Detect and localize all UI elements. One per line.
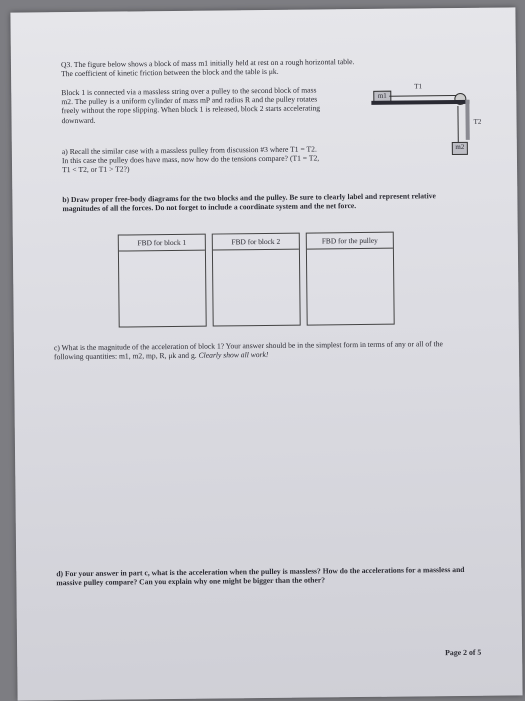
worksheet-page xyxy=(10,7,522,700)
pulley-diagram xyxy=(371,80,482,171)
part-c-question xyxy=(54,339,474,362)
fbd-box-block-2[interactable] xyxy=(212,233,301,327)
part-a-question: a) Recall the similar case with a massless pulley from discussion #3 where T1 = T2. In this case the pulley does have mass, now how do the tensions compare? (T1 = T2, T1 < T2, or T1 > T2?) xyxy=(61,144,320,175)
page-number: Page 2 of 5 xyxy=(445,647,482,658)
block-2 xyxy=(452,142,468,155)
fbd-box-pulley-title: FBD for the pulley xyxy=(307,233,393,250)
part-d-question: d) For your answer in part c, what is the acceleration when the pulley is massless? How do the accelerations for a massless and massive pulley compare? Can you explain why one might be bigger than the other? xyxy=(56,564,465,588)
block-1-label: m1 xyxy=(377,91,387,100)
part-c-text: c) What is the magnitude of the acceleration of block 1? Your answer should be in the simplest form in terms of any or all of the following quantities: m1, m2, mp, R, μk and g. xyxy=(53,339,443,362)
tension-2-label: T2 xyxy=(473,117,482,126)
part-c-emphasis: Clearly show all work! xyxy=(198,350,269,360)
table-surface xyxy=(371,100,469,105)
block-2-label: m2 xyxy=(455,142,465,152)
fbd-box-block-1-title: FBD for block 1 xyxy=(119,235,205,252)
vertical-rope xyxy=(457,106,458,142)
horizontal-rope xyxy=(389,95,464,97)
fbd-box-block-1[interactable] xyxy=(118,234,207,328)
tension-1-label: T1 xyxy=(414,82,423,91)
fbd-box-pulley[interactable] xyxy=(306,232,395,326)
part-b-question: b) Draw proper free-body diagrams for the two blocks and the pulley. Be sure to clearly label and represent relative magnitudes of all the forces. Do not forget to include a coordinate system and the net force. xyxy=(62,191,436,214)
table-edge xyxy=(465,100,469,140)
question-3-body: Block 1 is connected via a massless string over a pulley to the second block of mass m2. The pulley is a uniform cylinder of mass mP and radius R and the pulley rotates freely without the rope slipping. When block 1 is released, block 2 starts accelerating downward. xyxy=(61,85,321,125)
fbd-box-block-2-title: FBD for block 2 xyxy=(213,234,299,251)
question-3-lead: Q3. The figure below shows a block of mass m1 initially held at rest on a rough horizontal table. The coefficient of kinetic friction between the block and the table is μk. xyxy=(60,57,355,79)
fbd-boxes xyxy=(108,231,419,326)
